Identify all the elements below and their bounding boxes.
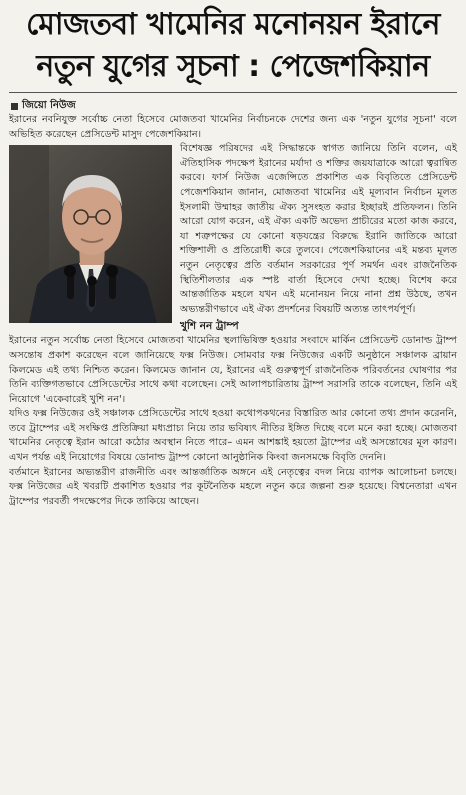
byline-source: জিয়ো নিউজ [22,100,76,111]
headline [9,0,457,88]
byline [9,99,457,113]
article-body [9,113,457,509]
portrait-photo-icon [9,145,172,323]
headline-line-2: নতুন যুগের সূচনা : পেজেশকিয়ান [36,49,430,84]
paragraph-1: ইরানের নবনিযুক্ত সর্বোচ্চ নেতা হিসেবে মোজতবা খামেনির নির্বাচনকে দেশের জন্য এক 'নতুন যুগের সূচনা' বলে অভিহিত করেছেন প্রেসিডেন্ট মাসুদ পেজেশকিয়ান। [9,114,457,140]
paragraph-4: যদিও ফক্স নিউজের ওই সঞ্চালক প্রেসিডেন্টের সাথে হওয়া কথোপকথনের বিস্তারিত আর কোনো তথ্য প্রদান করেননি, তবে ট্রাম্পের এই সংক্ষিপ্ত প্রতিক্রিয়া মধ্যপ্রাচ্য নিয়ে তার ভবিষ্যৎ নীতির ইঙ্গিত দিচ্ছে বলে মনে করা হচ্ছে। মোজতবা খামেনির নেতৃত্বে ইরান আরো কঠোর অবস্থান নিতে পারে– এমন আশঙ্কাই হয়তো ট্রাম্পের এই অসন্তোষের মূল কারণ। এখন পর্যন্ত এই নিয়োগের বিষয়ে ডোনাল্ড ট্রাম্প কোনো আনুষ্ঠানিক কিংবা জনসমক্ষে বিবৃতি দেননি। [9,408,457,464]
headline-divider [9,92,457,93]
paragraph-5: বর্তমানে ইরানের অভ্যন্তরীণ রাজনীতি এবং আন্তর্জাতিক অঙ্গনে এই নেতৃত্বের বদল নিয়ে ব্যাপক আলোচনা চলছে। ফক্স নিউজের এই খবরটি প্রকাশিত হওয়ার পর কূটনৈতিক মহলে নতুন করে জল্পনা শুরু হয়েছে। বিশ্বনেতারা এখন ট্রাম্পের পরবর্তী পদক্ষেপের দিকে তাকিয়ে আছেন। [9,466,457,507]
byline-bullet-icon [11,103,18,110]
paragraph-2: বিশেষজ্ঞ পরিষদের এই সিদ্ধান্তকে স্বাগত জানিয়ে তিনি বলেন, এই ঐতিহাসিক পদক্ষেপ ইরানের মর্যাদা ও শক্তির জয়যাত্রাকে আরো ত্বরান্বিত করবে। ফার্স নিউজ এজেন্সিতে প্রকাশিত এক বিবৃতিতে প্রেসিডেন্ট পেজেশকিয়ান জানান, মোজতবা খামেনির এই মূল্যবান নির্বাচন মূলত ইসলামী উম্মাহর জাতীয় ঐক্য সুসংহত করার ইচ্ছারই প্রতিফলন। তিনি আরো যোগ করেন, এই ঐক্য একটি অভেদ্য প্রাচীরের মতো কাজ করবে, যা শত্রুপক্ষের যে কোনো ষড়যন্ত্রের বিরুদ্ধে ইরানি জাতিকে আরো শক্তিশালী ও প্রতিরোধী করে তুলবে। পেজেশকিয়ানের এই মন্তব্য মূলত নতুন নেতৃত্বের প্রতি বর্তমান সরকারের পূর্ণ সমর্থন এবং রাজনৈতিক স্থিতিশীলতার এক স্পষ্ট বার্তা হিসেবে দেখা হচ্ছে। বিশেষ করে আন্তর্জাতিক মহলে যখন এই মনোনয়ন নিয়ে নানা প্রশ্ন উঠছে, তখন অভ্যন্তরীণভাবে এই ঐক্য প্রদর্শনের বিষয়টি অত্যন্ত তাৎপর্যপূর্ণ। [180,143,457,315]
headline-line-1: মোজতবা খামেনির মনোনয়ন ইরানে [26,7,440,42]
subheading: খুশি নন ট্রাম্প [180,320,239,333]
paragraph-3: ইরানের নতুন সর্বোচ্চ নেতা হিসেবে মোজতবা খামেনির স্থলাভিষিক্ত হওয়ার সংবাদে মার্কিন প্রেসিডেন্ট ডোনাল্ড ট্রাম্প অসন্তোষ প্রকাশ করেছেন বলে জানিয়েছে ফক্স নিউজ। সোমবার ফক্স নিউজের একটি অনুষ্ঠানে সঞ্চালক ব্রায়ান কিলমেড এই তথ্য নিশ্চিত করেন। কিলমেড জানান যে, ইরানের এই গুরুত্বপূর্ণ রাজনৈতিক পরিবর্তনের ঘোষণার পর তিনি ব্যক্তিগতভাবে প্রেসিডেন্টের সাথে কথা বলেছেন। সেই আলাপচারিতায় ট্রাম্প সরাসরি তাকে বলেছেন, তিনি এই নিয়োগে 'একেবারেই খুশি নন'। [9,335,457,405]
